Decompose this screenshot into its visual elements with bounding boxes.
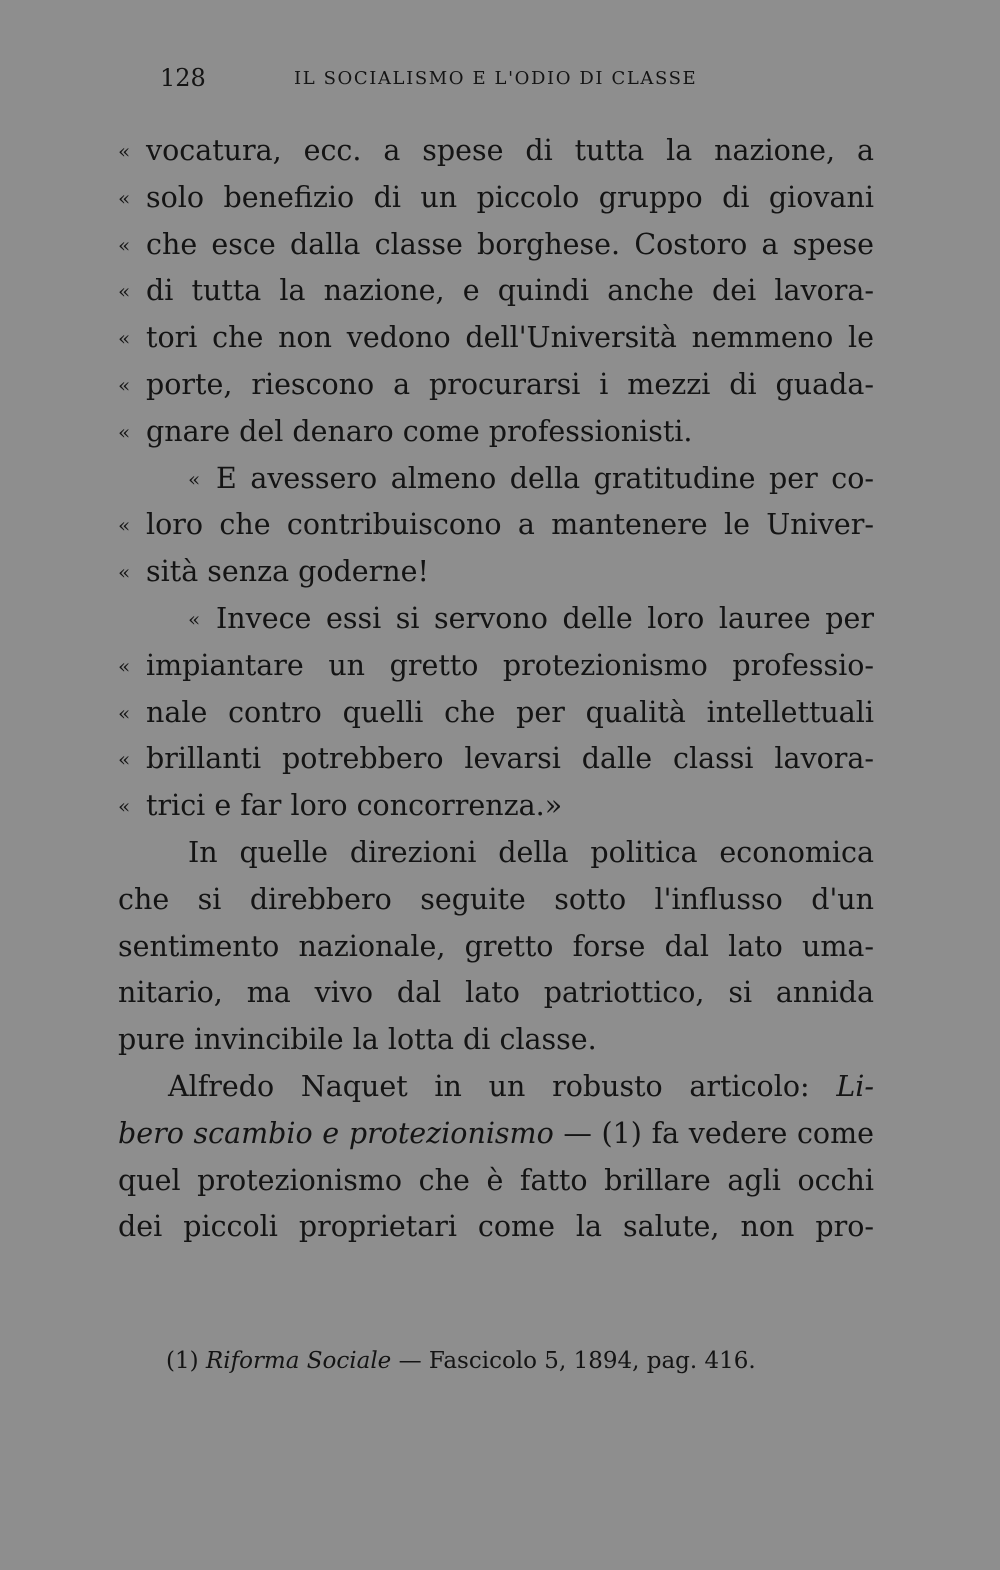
quote-mark: « bbox=[118, 232, 131, 257]
footnote-text: — Fascicolo 5, 1894, pag. 416. bbox=[391, 1348, 756, 1374]
text-line: che si direbbero seguite sotto l'influsso d'un bbox=[118, 882, 874, 916]
quote-mark: « bbox=[118, 139, 131, 163]
page-number: 128 bbox=[160, 64, 206, 92]
text-line: bero scambio e protezionismo — (1) fa vedere come bbox=[118, 1116, 874, 1150]
text-line: « Invece essi si servono delle loro lauree per bbox=[118, 596, 874, 643]
text-line: « impiantare un gretto protezionismo professio- bbox=[118, 643, 874, 690]
text-line: nitario, ma vivo dal lato patriottico, si annida bbox=[118, 976, 874, 1010]
text-line: « loro che contribuiscono a mantenere le Univer- bbox=[118, 502, 874, 549]
footnote-mark: (1) bbox=[166, 1348, 199, 1374]
running-head: IL SOCIALISMO E L'ODIO DI CLASSE bbox=[294, 68, 698, 89]
text-line: sentimento nazionale, gretto forse dal lato uma- bbox=[118, 929, 874, 963]
text-line: « brillanti potrebbero levarsi dalle classi lavora- bbox=[118, 736, 874, 783]
text-line: dei piccoli proprietari come la salute, non pro- bbox=[118, 1210, 874, 1244]
quote-mark: « bbox=[118, 560, 131, 585]
text-line: pure invincibile la lotta di classe. bbox=[118, 1023, 597, 1057]
quote-mark: « bbox=[118, 653, 131, 678]
text-line: « trici e far loro concorrenza.» bbox=[118, 783, 874, 830]
text-line: « solo benefizio di un piccolo gruppo di giovani bbox=[118, 175, 874, 222]
quote-mark: « bbox=[118, 700, 131, 725]
quote-mark: « bbox=[118, 513, 131, 538]
page-body bbox=[118, 128, 874, 1251]
quote-mark: « bbox=[118, 794, 131, 819]
text-line: « di tutta la nazione, e quindi anche dei lavora- bbox=[118, 268, 874, 315]
text-line: « porte, riescono a procurarsi i mezzi di guada- bbox=[118, 362, 874, 409]
text-line: Alfredo Naquet in un robusto articolo: Li- bbox=[168, 1069, 874, 1103]
footnote-title: Riforma Sociale bbox=[205, 1348, 392, 1374]
page-header bbox=[160, 64, 720, 98]
quote-mark: « bbox=[118, 419, 131, 444]
quote-mark: « bbox=[118, 372, 131, 397]
quote-mark: « bbox=[118, 279, 131, 304]
quote-mark: « bbox=[118, 747, 131, 772]
text-line: « nale contro quelli che per qualità intellettuali bbox=[118, 690, 874, 737]
text-line: « che esce dalla classe borghese. Costoro a spese bbox=[118, 222, 874, 269]
quote-mark: « bbox=[188, 466, 201, 491]
quote-mark: « bbox=[118, 185, 131, 210]
footnote bbox=[166, 1348, 756, 1374]
text-line: « sità senza goderne! bbox=[118, 549, 874, 596]
text-line: quel protezionismo che è fatto brillare agli occhi bbox=[118, 1163, 874, 1197]
quote-mark: « bbox=[118, 326, 131, 351]
text-line: « gnare del denaro come professionisti. bbox=[118, 409, 874, 456]
text-line: « tori che non vedono dell'Università nemmeno le bbox=[118, 315, 874, 362]
text-line: « vocatura, ecc. a spese di tutta la nazione, a bbox=[118, 128, 874, 175]
text-line: « E avessero almeno della gratitudine per co- bbox=[118, 456, 874, 503]
quote-mark: « bbox=[188, 606, 201, 631]
text-line: In quelle direzioni della politica economica bbox=[188, 835, 874, 869]
